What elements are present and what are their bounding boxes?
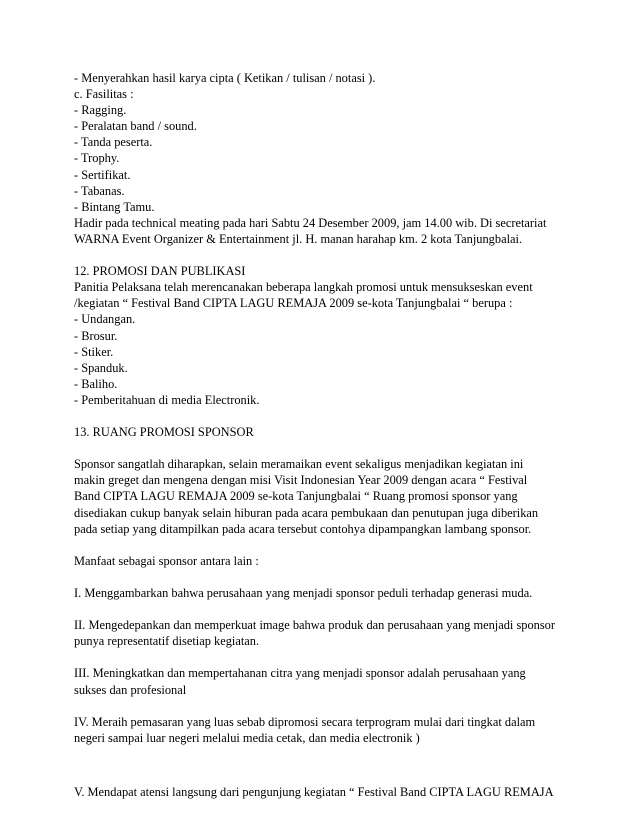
- text-line: pada setiap yang ditampilkan pada acara tersebut contohya dipampangkan lambang sponsor.: [74, 521, 532, 536]
- spacer: [74, 601, 574, 617]
- section-ruang-promosi-sponsor: [74, 424, 574, 800]
- text-line: I. Menggambarkan bahwa perusahaan yang menjadi sponsor peduli terhadap generasi muda.: [74, 586, 533, 600]
- section-heading: 12. PROMOSI DAN PUBLIKASI: [74, 264, 246, 279]
- text-line: /kegiatan “ Festival Band CIPTA LAGU REMAJA 2009 se-kota Tanjungbalai “ berupa :: [74, 296, 513, 311]
- spacer: [74, 569, 574, 585]
- section-promosi-publikasi: [74, 263, 574, 408]
- benefit-point-1: [74, 585, 574, 601]
- spacer: [74, 537, 574, 553]
- text-line: - Tabanas.: [74, 183, 125, 198]
- list-item: - Spanduk.: [74, 360, 128, 375]
- text-line: IV. Meraih pemasaran yang luas sebab dipromosi secara terprogram mulai dari tingkat dalam: [74, 714, 536, 729]
- text-line: - Ragging.: [74, 103, 127, 118]
- benefit-point-5: [74, 784, 574, 800]
- list-item: - Pemberitahuan di media Electronik.: [74, 392, 260, 407]
- list-item: - Brosur.: [74, 328, 118, 343]
- spacer: [74, 746, 574, 784]
- text-line: makin greget dan mengena dengan misi Visit Indonesian Year 2009 dengan acara “ Festival: [74, 473, 528, 488]
- text-line: disediakan cukup banyak selain hiburan pada acara pembukaan dan penutupan juga diberikan: [74, 505, 539, 520]
- text-line: V. Mendapat atensi langsung dari pengunjung kegiatan “ Festival Band CIPTA LAGU REMAJA: [74, 784, 554, 799]
- text-line: punya representatif disetiap kegiatan.: [74, 634, 260, 649]
- benefit-point-3: [74, 665, 574, 697]
- benefits-label: Manfaat sebagai sponsor antara lain :: [74, 553, 259, 568]
- page-content: [74, 70, 574, 800]
- text-line: II. Mengedepankan dan memperkuat image bahwa produk dan perusahaan yang menjadi sponsor: [74, 618, 556, 633]
- sponsor-intro-paragraph: [74, 456, 574, 536]
- text-line: Hadir pada technical meating pada hari Sabtu 24 Desember 2009, jam 14.00 wib. Di secretariat: [74, 215, 547, 230]
- text-line: - Sertifikat.: [74, 167, 131, 182]
- text-line: III. Meningkatkan dan mempertahanan citra yang menjadi sponsor adalah perusahaan yang: [74, 666, 526, 681]
- text-line: c. Fasilitas :: [74, 87, 134, 102]
- list-item: - Stiker.: [74, 344, 114, 359]
- list-item: - Undangan.: [74, 312, 136, 327]
- spacer: [74, 649, 574, 665]
- text-line: - Tanda peserta.: [74, 135, 153, 150]
- spacer: [74, 247, 574, 263]
- text-line: WARNA Event Organizer & Entertainment jl. H. manan harahap km. 2 kota Tanjungbalai.: [74, 231, 523, 246]
- text-line: sukses dan profesional: [74, 682, 187, 697]
- text-line: Panitia Pelaksana telah merencanakan beberapa langkah promosi untuk mensukseskan event: [74, 280, 533, 295]
- spacer: [74, 698, 574, 714]
- spacer: [74, 408, 574, 424]
- text-line: Sponsor sangatlah diharapkan, selain meramaikan event sekaligus menjadikan kegiatan ini: [74, 457, 524, 472]
- list-item: - Baliho.: [74, 376, 118, 391]
- text-line: - Trophy.: [74, 151, 120, 166]
- benefit-point-2: [74, 617, 574, 649]
- requirements-and-facilities: [74, 70, 574, 247]
- text-line: - Bintang Tamu.: [74, 199, 155, 214]
- text-line: - Peralatan band / sound.: [74, 119, 197, 134]
- text-line: negeri sampai luar negeri melalui media cetak, dan media electronik ): [74, 730, 420, 745]
- text-line: - Menyerahkan hasil karya cipta ( Ketikan / tulisan / notasi ).: [74, 71, 376, 85]
- spacer: [74, 440, 574, 456]
- section-heading: 13. RUANG PROMOSI SPONSOR: [74, 425, 254, 440]
- text-line: Band CIPTA LAGU REMAJA 2009 se-kota Tanjungbalai “ Ruang promosi sponsor yang: [74, 489, 518, 504]
- benefit-point-4: [74, 714, 574, 746]
